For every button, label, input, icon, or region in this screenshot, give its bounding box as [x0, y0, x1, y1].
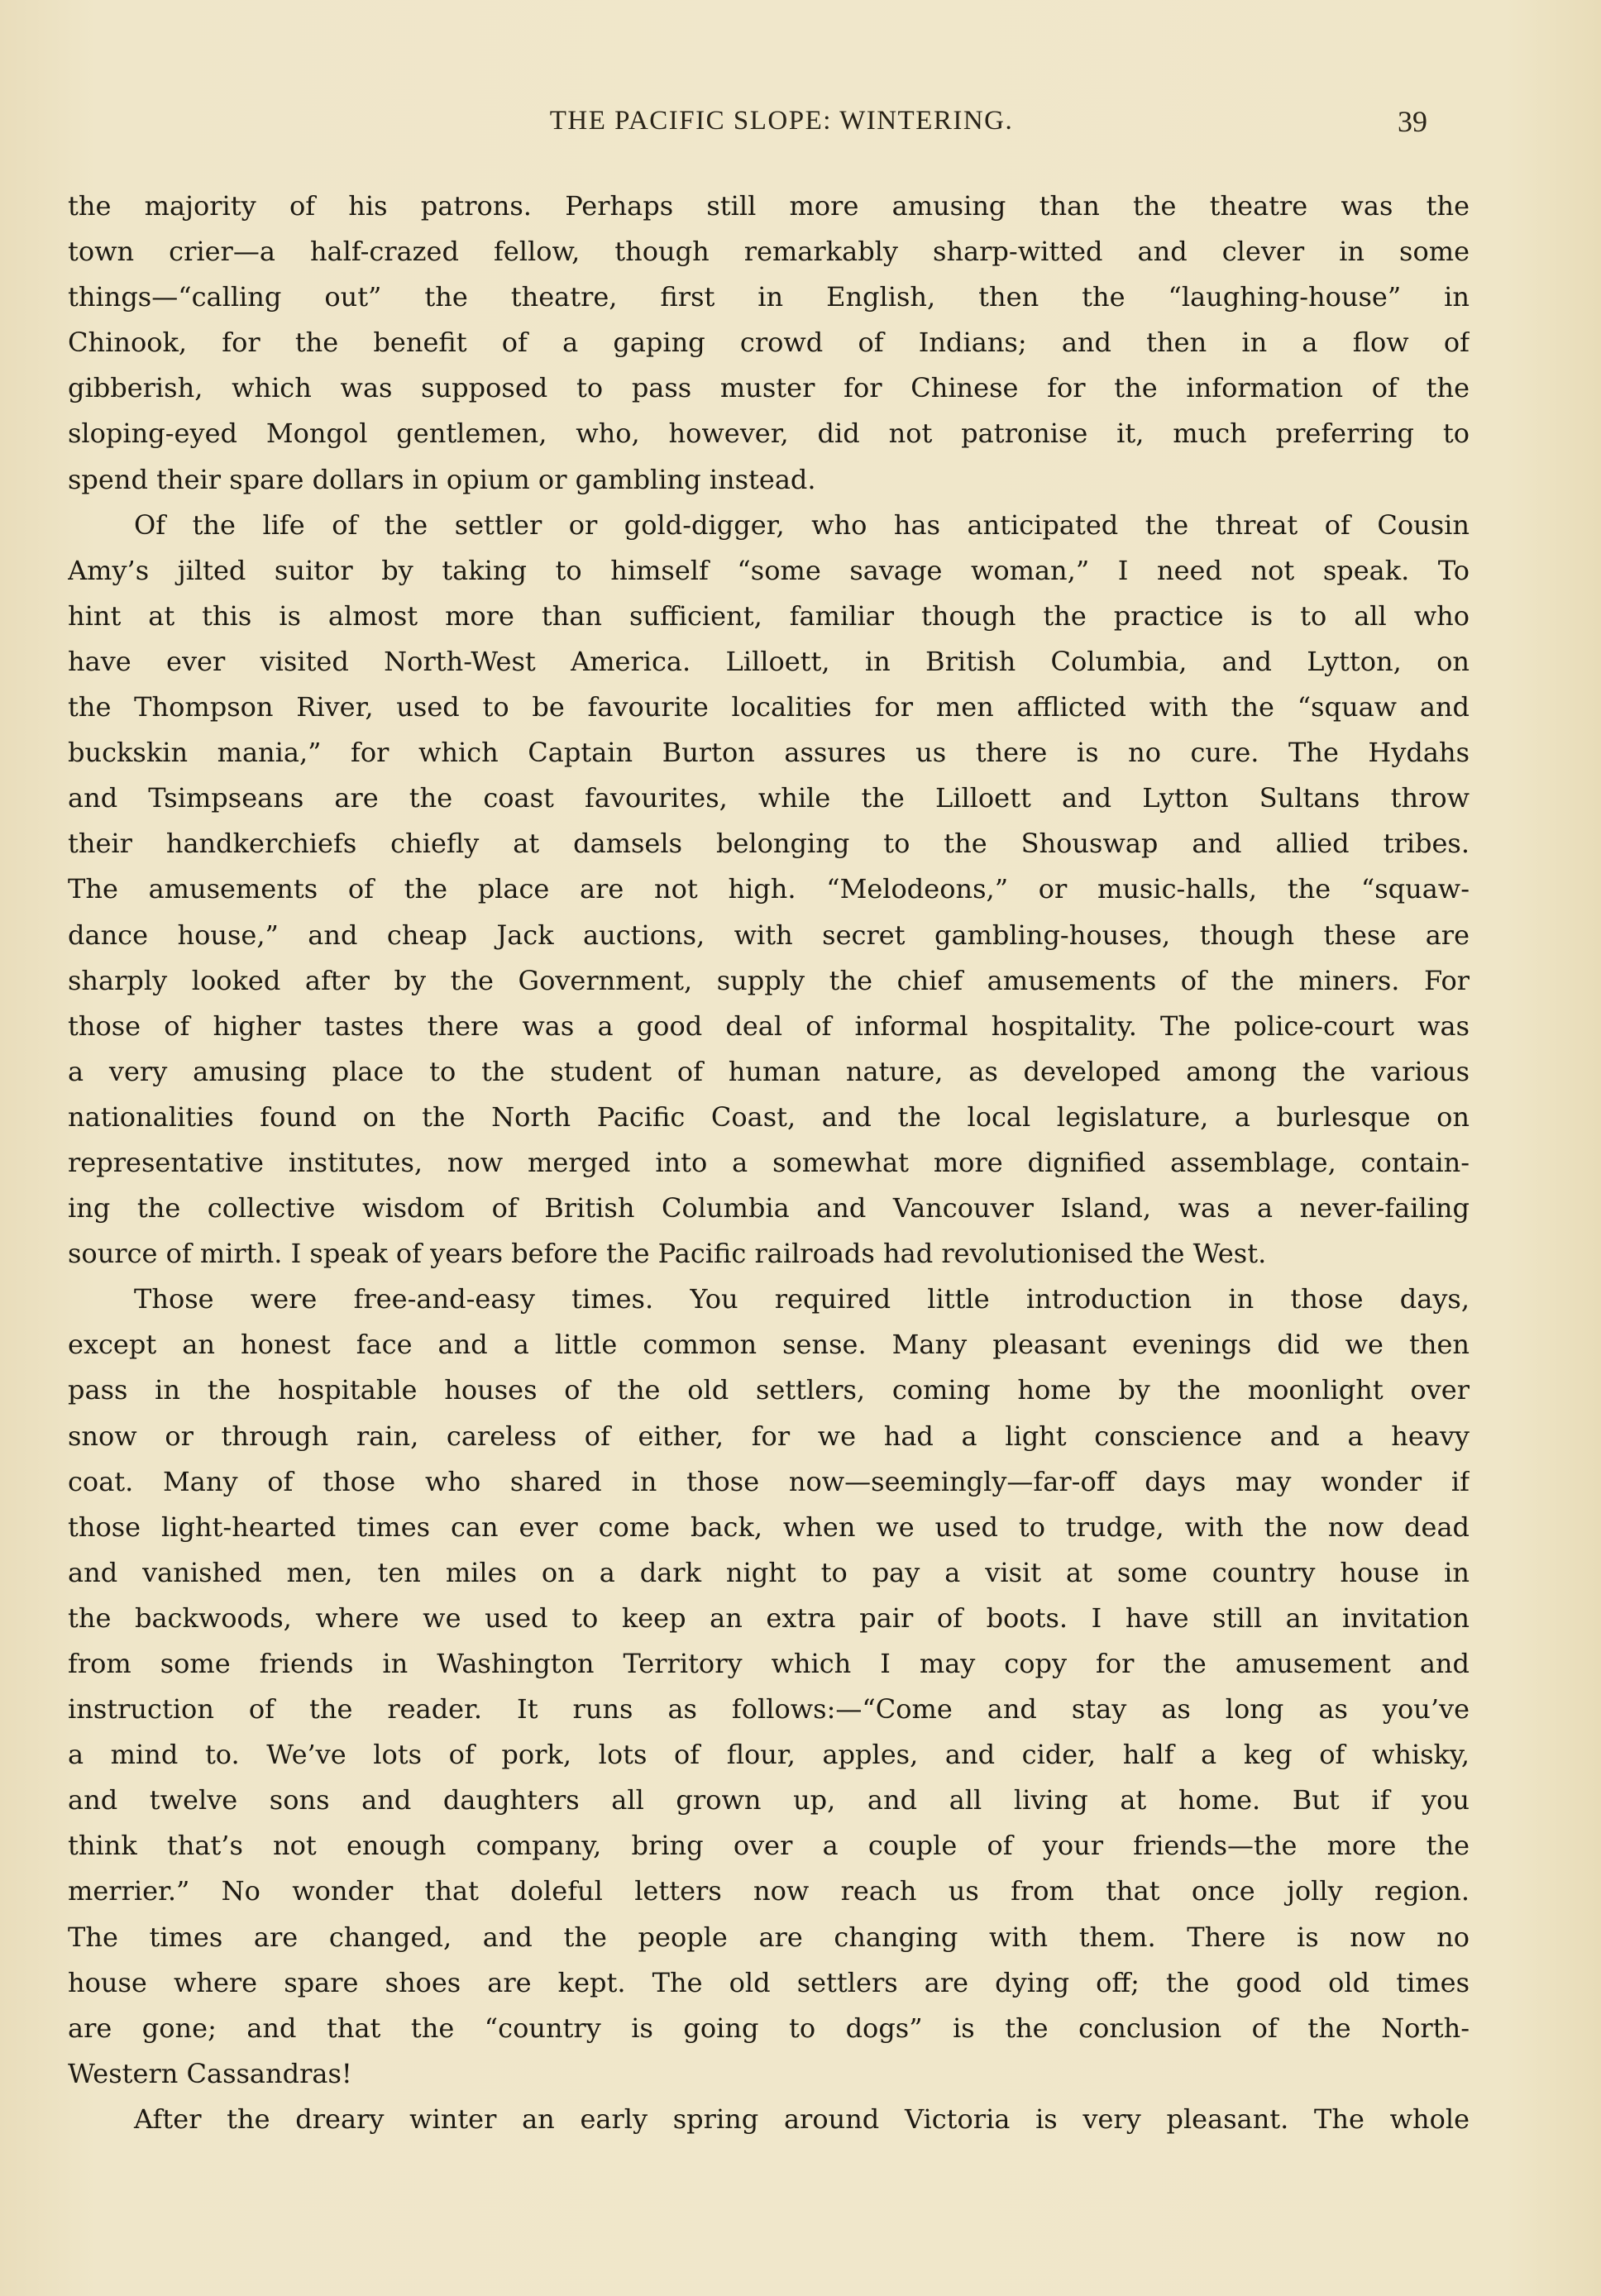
text-line: Chinook, for the benefit of a gaping crowd of Indians; and then in a flow of [68, 327, 1470, 359]
text-line: a very amusing place to the student of human nature, as developed among the various [68, 1055, 1470, 1087]
text-line: from some friends in Washington Territory which I may copy for the amusement and [68, 1648, 1470, 1679]
text-line: sloping-eyed Mongol gentlemen, who, however, did not patronise it, much preferring to [68, 418, 1470, 450]
text-line: ing the collective wisdom of British Columbia and Vancouver Island, was a never-failing [68, 1192, 1470, 1224]
text-line: have ever visited North-West America. Lilloett, in British Columbia, and Lytton, on [68, 645, 1470, 677]
text-line: Western Cassandras! [68, 2057, 352, 2089]
text-line: the majority of his patrons. Perhaps still more amusing than the theatre was the [68, 190, 1470, 222]
text-line: The times are changed, and the people are changing with them. There is now no [68, 1921, 1470, 1953]
page-number: 39 [1398, 105, 1427, 138]
text-line: coat. Many of those who shared in those now—seemingly—far-off days may wonder if [68, 1465, 1470, 1497]
paragraph-start-line: Of the life of the settler or gold-digger, who has anticipated the threat of Cousin [134, 508, 1470, 541]
text-line: things—“calling out” the theatre, first in English, then the “laughing-house” in [68, 281, 1470, 313]
text-line: think that’s not enough company, bring over a couple of your friends—the more the [68, 1830, 1470, 1862]
text-line: nationalities found on the North Pacific Coast, and the local legislature, a burlesque on [68, 1100, 1470, 1133]
body-text [68, 184, 1470, 2142]
text-line: instruction of the reader. It runs as follows:—“Come and stay as long as you’ve [68, 1693, 1470, 1726]
text-line: merrier.” No wonder that doleful letters now reach us from that once jolly region. [68, 1875, 1470, 1907]
text-line: and vanished men, ten miles on a dark night to pay a visit at some country house in [68, 1556, 1470, 1588]
text-line: those light-hearted times can ever come back, when we used to trudge, with the now dead [68, 1511, 1470, 1543]
paragraph-start-line: After the dreary winter an early spring around Victoria is very pleasant. The whole [134, 2103, 1470, 2135]
text-line: house where spare shoes are kept. The old settlers are dying off; the good old times [68, 1966, 1470, 1998]
text-line: pass in the hospitable houses of the old settlers, coming home by the moonlight over [68, 1374, 1470, 1406]
text-line: sharply looked after by the Government, supply the chief amusements of the miners. For [68, 964, 1470, 996]
text-line: are gone; and that the “country is going to dogs” is the conclusion of the North- [68, 2012, 1470, 2044]
text-line: the backwoods, where we used to keep an extra pair of boots. I have still an invitation [68, 1601, 1470, 1634]
paragraph-start-line: Those were free-and-easy times. You required little introduction in those days, [134, 1283, 1470, 1315]
text-line: Amy’s jilted suitor by taking to himself “some savage woman,” I need not speak. To [68, 554, 1470, 586]
text-line: gibberish, which was supposed to pass muster for Chinese for the information of the [68, 372, 1470, 404]
text-line: those of higher tastes there was a good deal of informal hospitality. The police-court was [68, 1010, 1470, 1042]
text-line: The amusements of the place are not high. “Melodeons,” or music-halls, the “squaw- [68, 873, 1470, 905]
text-line: a mind to. We’ve lots of pork, lots of flour, apples, and cider, half a keg of whisky, [68, 1739, 1470, 1771]
text-line: snow or through rain, careless of either, for we had a light conscience and a heavy [68, 1420, 1470, 1452]
text-line: spend their spare dollars in opium or gambling instead. [68, 463, 816, 495]
running-head: THE PACIFIC SLOPE: WINTERING. [549, 106, 1014, 136]
text-line: dance house,” and cheap Jack auctions, with secret gambling-houses, though these are [68, 919, 1470, 951]
text-line: and twelve sons and daughters all grown up, and all living at home. But if you [68, 1784, 1470, 1816]
text-line: except an honest face and a little common sense. Many pleasant evenings did we then [68, 1329, 1470, 1361]
text-line: town crier—a half-crazed fellow, though remarkably sharp-witted and clever in some [68, 236, 1470, 268]
text-line: hint at this is almost more than sufficient, familiar though the practice is to all who [68, 599, 1470, 632]
text-line: buckskin mania,” for which Captain Burton assures us there is no cure. The Hydahs [68, 737, 1470, 769]
text-line: the Thompson River, used to be favourite localities for men afflicted with the “squaw and [68, 691, 1470, 723]
text-line: source of mirth. I speak of years before the Pacific railroads had revolutionised the West. [68, 1238, 1267, 1270]
text-line: and Tsimpseans are the coast favourites, while the Lilloett and Lytton Sultans throw [68, 782, 1470, 814]
text-line: representative institutes, now merged into a somewhat more dignified assemblage, contain- [68, 1146, 1470, 1178]
text-line: their handkerchiefs chiefly at damsels belonging to the Shouswap and allied tribes. [68, 828, 1470, 860]
